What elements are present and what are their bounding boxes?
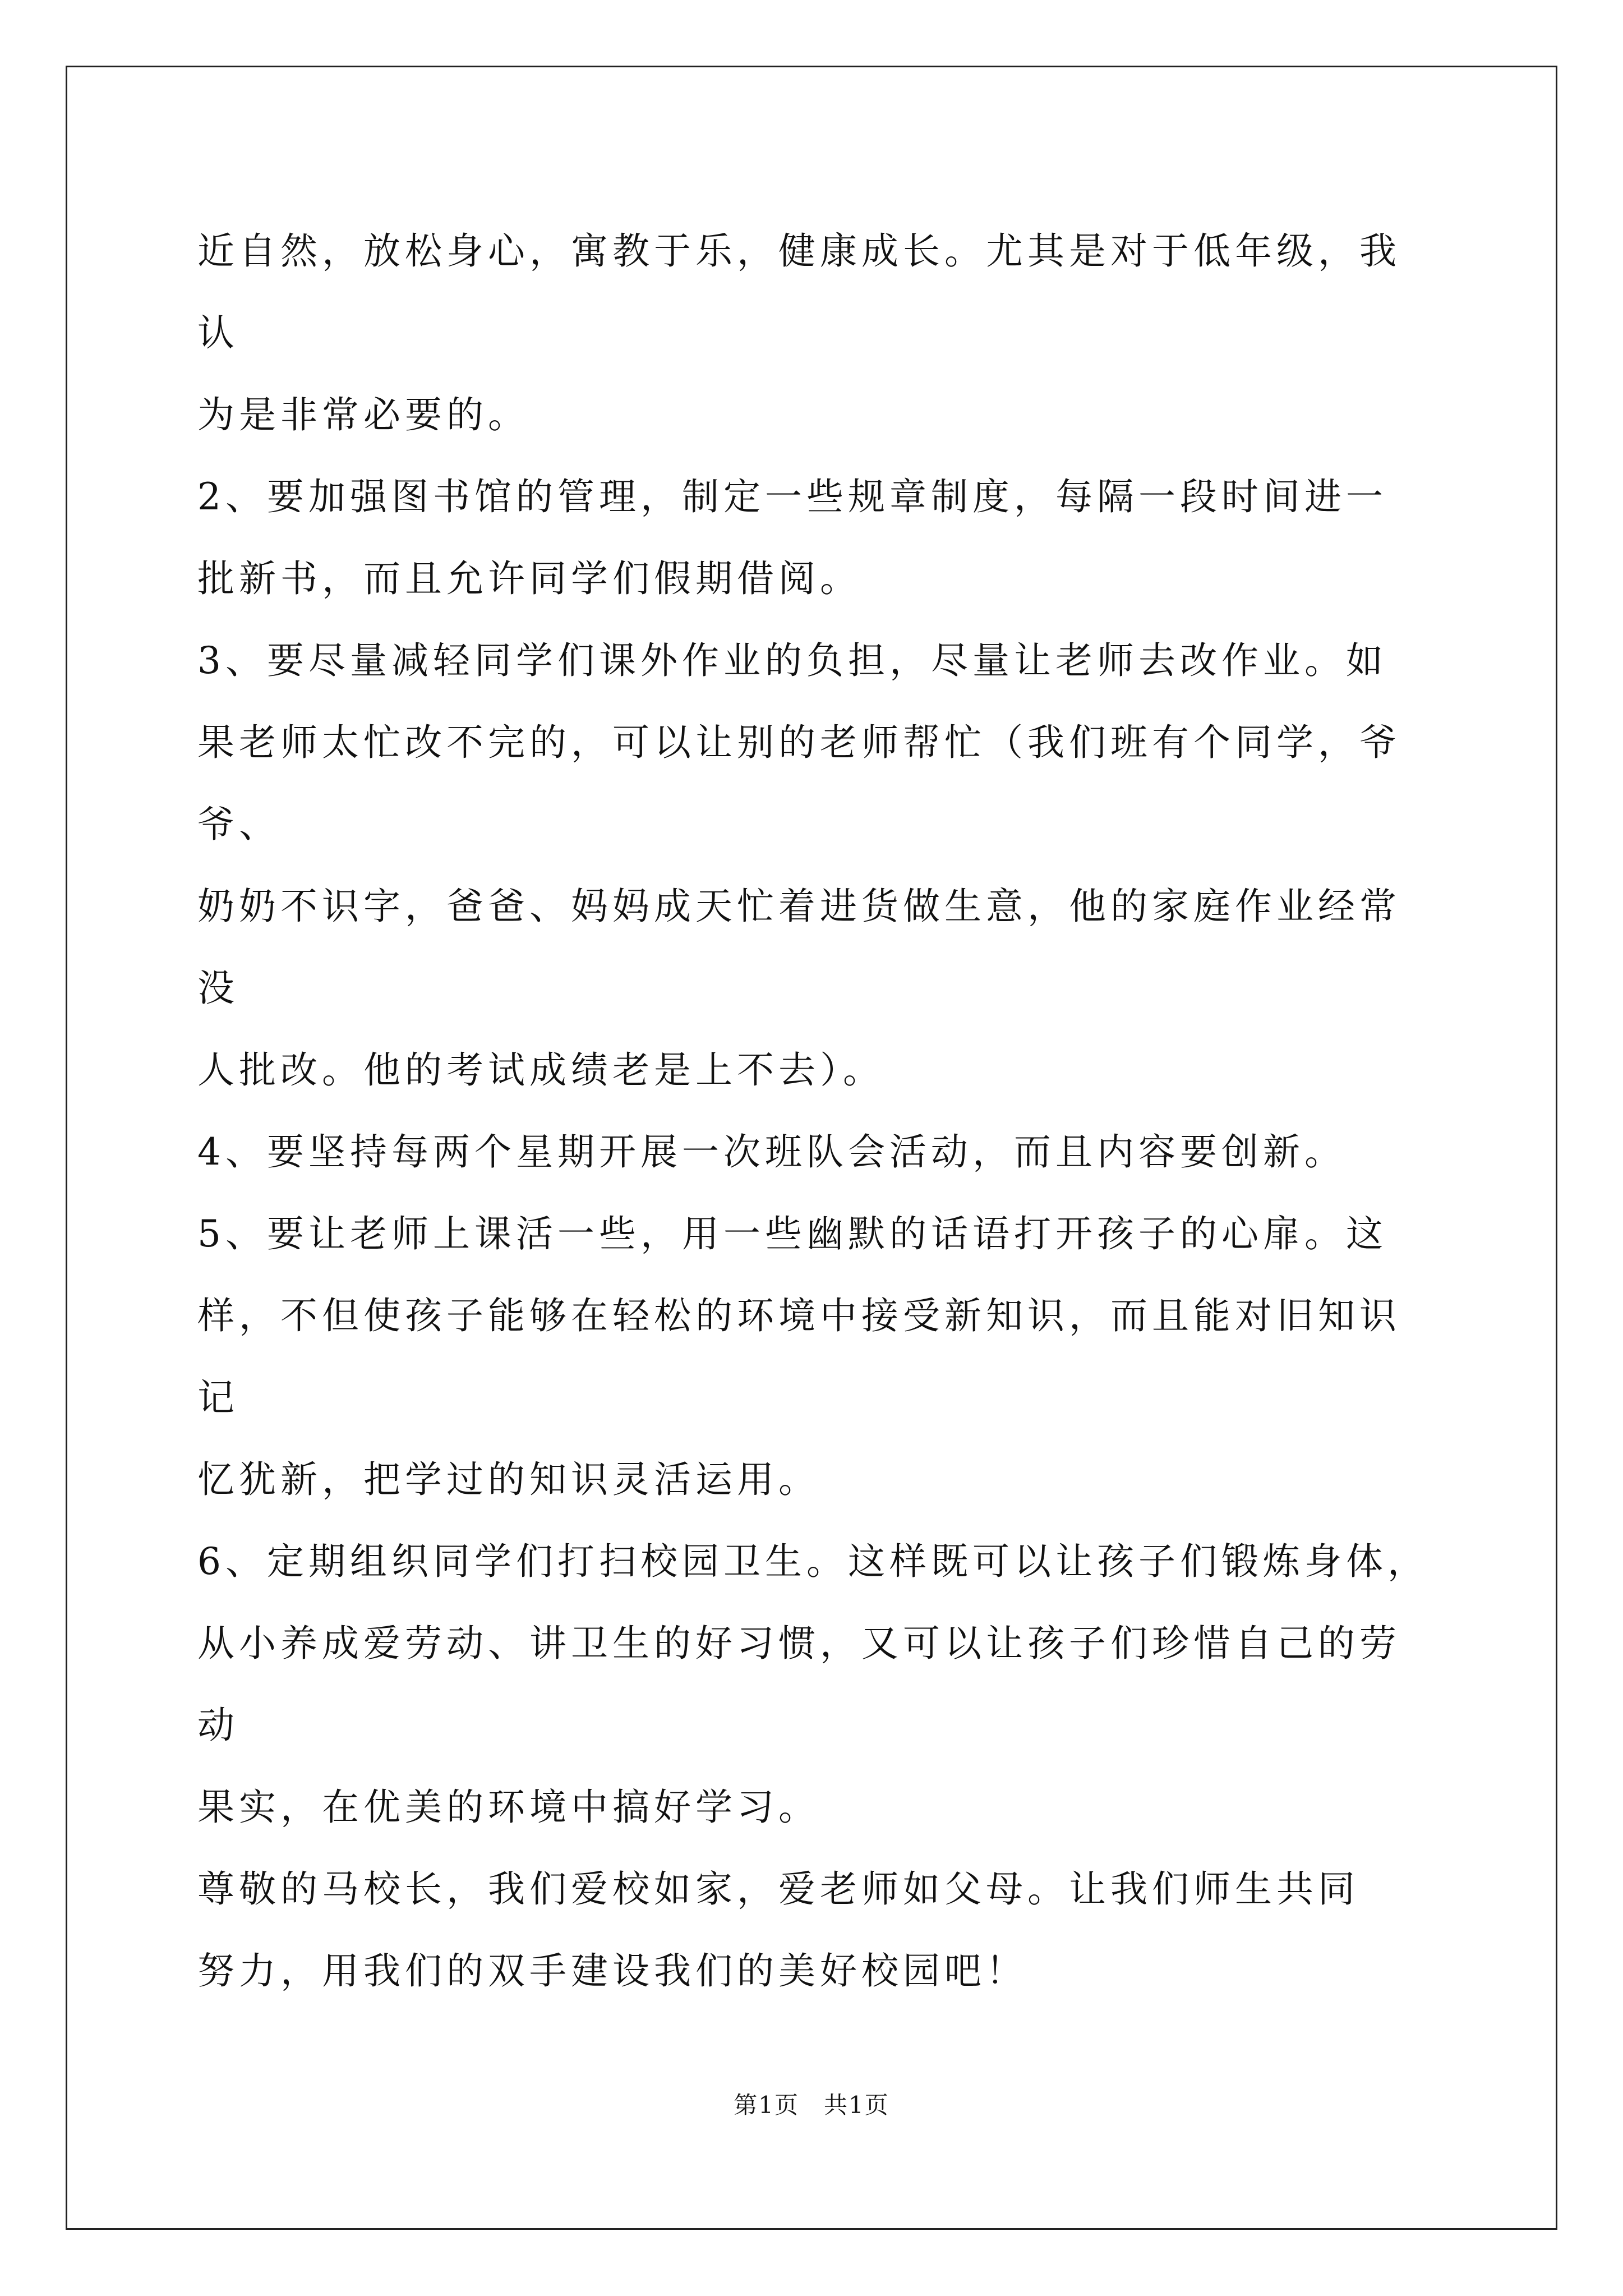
document-body xyxy=(197,210,1431,2012)
paragraph-6: 6、定期组织同学们打扫校园卫生。这样既可以让孩子们锻炼身体， 从小养成爱劳动、讲卫生的好习惯，又可以让孩子们珍惜自己的劳动 果实，在优美的环境中搞好学习。 xyxy=(197,1540,1429,1829)
paragraph-4: 4、要坚持每两个星期开展一次班队会活动，而且内容要创新。 xyxy=(197,1130,1346,1174)
page-footer: 第1页 共1页 xyxy=(734,2091,889,2119)
paragraph-2: 2、要加强图书馆的管理，制定一些规章制度，每隔一段时间进一 批新书，而且允许同学们假期借阅。 xyxy=(197,475,1387,600)
paragraph-3: 3、要尽量减轻同学们课外作业的负担，尽量让老师去改作业。如 果老师太忙改不完的，可以让别的老师帮忙（我们班有个同学，爷爷、 奶奶不识字，爸爸、妈妈成天忙着进货做生意，他的家庭作业经常没 人批改。他的考试成绩老是上不去）。 xyxy=(197,639,1401,1092)
paragraph-1: 近自然，放松身心，寓教于乐，健康成长。尤其是对于低年级，我认 为是非常必要的。 xyxy=(197,229,1401,436)
paragraph-5: 5、要让老师上课活一些，用一些幽默的话语打开孩子的心扉。这 样，不但使孩子能够在轻松的环境中接受新知识，而且能对旧知识记 忆犹新，把学过的知识灵活运用。 xyxy=(197,1212,1401,1501)
paragraph-7: 尊敬的马校长，我们爱校如家，爱老师如父母。让我们师生共同 努力，用我们的双手建设我们的美好校园吧！ xyxy=(197,1867,1359,1993)
